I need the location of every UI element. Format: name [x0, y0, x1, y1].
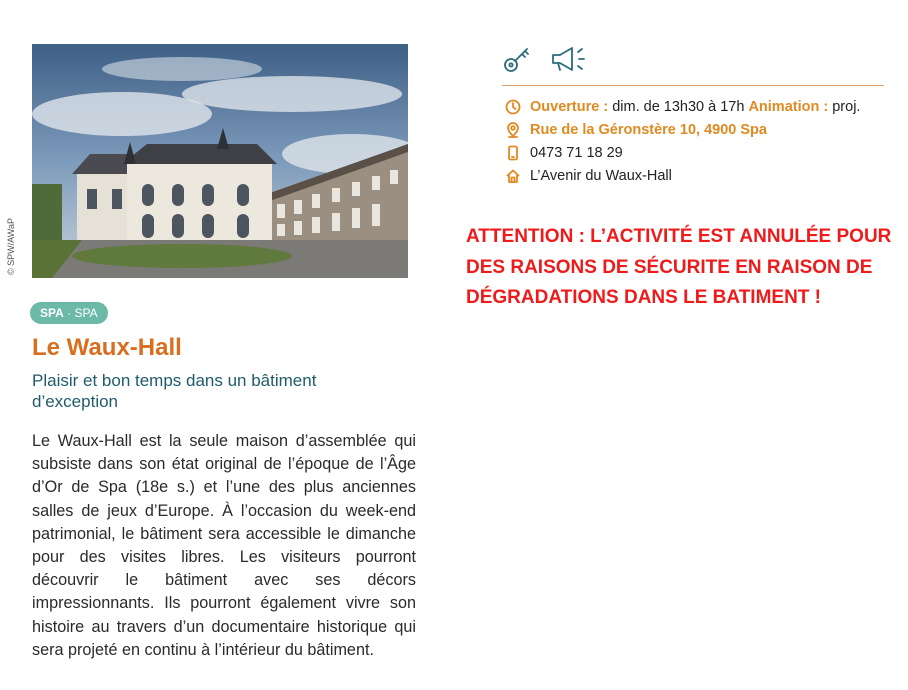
location-tag — [30, 302, 108, 324]
opening-row — [505, 95, 895, 118]
photo-credit: © SPW/AWaP — [6, 218, 16, 275]
page-title: Le Waux-Hall — [32, 334, 182, 361]
description: Le Waux-Hall est la seule maison d’assemblée qui subsiste dans son état original de l’époque de l’Âge d’Or de Spa (18e s.) et l’une des plus anciennes salles de jeux d’Europe. À l’occasion du week-end patrimonial, le bâtiment sera accessible le dimanche pour des visites libres. Les visiteurs pourront découvrir le bâtiment avec ses décors impressionnants. Ils pourront également vivre son histoire au travers d’un documentaire historique qui sera projeté en continu à l’intérieur du bâtiment. — [32, 432, 416, 659]
organizer-row — [505, 164, 895, 187]
info-block — [505, 95, 895, 187]
tag-city: SPA — [74, 306, 98, 320]
key-icon — [502, 44, 532, 79]
organizer-name: L’Avenir du Waux-Hall — [530, 167, 672, 184]
opening-value: dim. de 13h30 à 17h — [612, 98, 745, 115]
home-icon — [505, 168, 521, 184]
activity-icons — [502, 44, 590, 79]
subtitle: Plaisir et bon temps dans un bâtiment d’exception — [32, 371, 317, 411]
phone-icon — [505, 145, 521, 161]
clock-icon — [505, 99, 521, 115]
cancellation-alert: ATTENTION : L’ACTIVITÉ EST ANNULÉE POUR DES RAISONS DE SÉCURITE EN RAISON DE DÉGRADATIONS DANS LE BATIMENT ! — [466, 226, 892, 308]
animation-value: proj. — [832, 98, 861, 115]
opening-label: Ouverture : — [530, 98, 609, 115]
animation-label: Animation : — [748, 98, 829, 115]
phone-row — [505, 141, 895, 164]
location-pin-icon — [505, 122, 521, 138]
building-photo — [32, 44, 408, 278]
phone-number[interactable]: 0473 71 18 29 — [530, 144, 623, 161]
address-link[interactable]: Rue de la Géronstère 10, 4900 Spa — [530, 121, 767, 138]
tag-separator: · — [67, 306, 72, 320]
megaphone-icon — [550, 44, 590, 79]
tag-region: SPA — [40, 306, 64, 320]
divider — [502, 85, 884, 86]
address-row — [505, 118, 895, 141]
